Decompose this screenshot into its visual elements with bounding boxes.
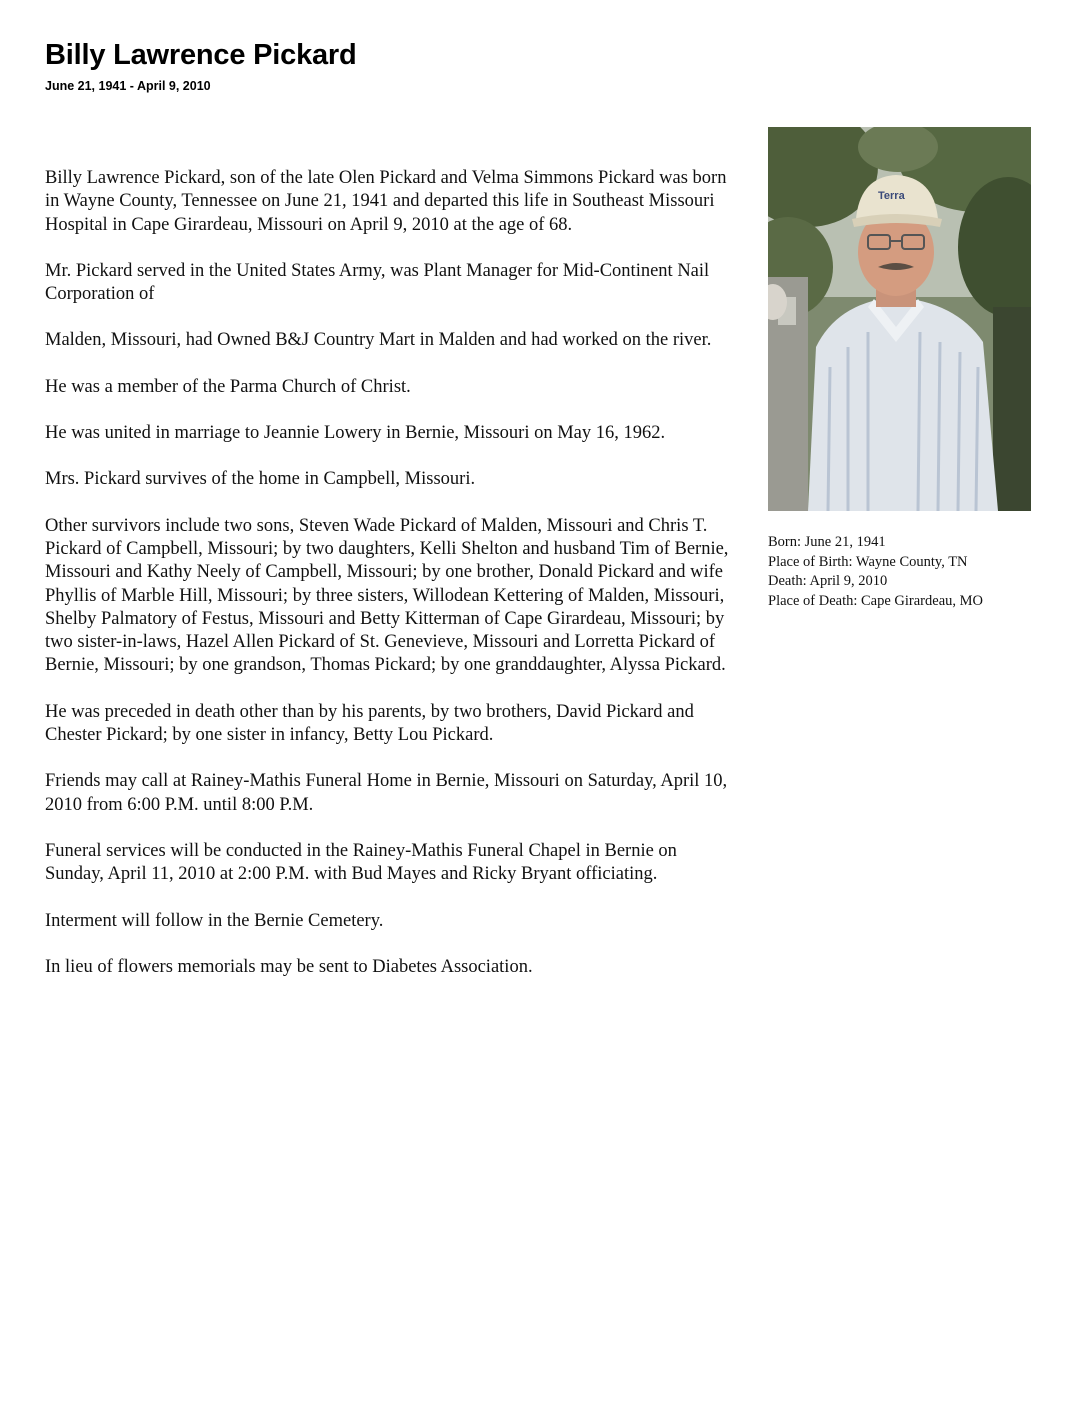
paragraph: Friends may call at Rainey-Mathis Funeral Home in Bernie, Missouri on Saturday, April 10, 2010 from 6:00 P.M. until 8:00 P.M. [45,771,728,815]
place-of-birth: Place of Birth: Wayne County, TN [768,553,968,570]
paragraph: Other survivors include two sons, Steven Wade Pickard of Malden, Missouri and Chris T. Pickard of Campbell, Missouri; by two daughters, Kelli Shelton and husband Tim of Bernie, Missouri and Kathy Neely of Campbell, Missouri; by one brother, Donald Pickard and wife Phyllis of Marble Hill, Missouri; by three sisters, Willodean Kettering of Malden, Missouri, Shelby Palmatory of Festus, Missouri and Betty Kitterman of Cape Girardeau, Missouri; by two sister-in-laws, Hazel Allen Pickard of St. Genevieve, Missouri and Lorretta Pickard of Bernie, Missouri; by one grandson, Thomas Pickard; by one granddaughter, Alyssa Pickard. [45,515,729,676]
cap-text: Terra [878,190,905,202]
born-date: Born: June 21, 1941 [768,534,886,550]
death-date: Death: April 9, 2010 [768,573,888,589]
paragraph: In lieu of flowers memorials may be sent to Diabetes Association. [45,956,533,977]
paragraph: He was a member of the Parma Church of Christ. [45,376,411,397]
vital-facts [768,533,1068,611]
page-title: Billy Lawrence Pickard [45,39,357,71]
paragraph: He was united in marriage to Jeannie Lowery in Bernie, Missouri on May 16, 1962. [45,423,666,444]
paragraph: Mr. Pickard served in the United States Army, was Plant Manager for Mid-Continent Nail Corporation of [45,260,710,305]
paragraph: Malden, Missouri, had Owned B&J Country Mart in Malden and had worked on the river. [45,330,712,351]
portrait-photo [768,127,1031,511]
paragraph: Mrs. Pickard survives of the home in Campbell, Missouri. [45,469,476,490]
obituary-text [45,167,735,1002]
place-of-death: Place of Death: Cape Girardeau, MO [768,592,984,609]
paragraph: He was preceded in death other than by his parents, by two brothers, David Pickard and Chester Pickard; by one sister in infancy, Betty Lou Pickard. [45,701,694,746]
paragraph: Funeral services will be conducted in the Rainey-Mathis Funeral Chapel in Bernie on Sunday, April 11, 2010 at 2:00 P.M. with Bud Mayes and Ricky Bryant officiating. [45,840,677,885]
paragraph: Billy Lawrence Pickard, son of the late Olen Pickard and Velma Simmons Pickard was born in Wayne County, Tennessee on June 21, 1941 and departed this life in Southeast Missouri Hospital in Cape Girardeau, Missouri on April 9, 2010 at the age of 68. [45,168,727,235]
paragraph: Interment will follow in the Bernie Cemetery. [45,910,384,931]
life-dates: June 21, 1941 - April 9, 2010 [45,79,211,93]
